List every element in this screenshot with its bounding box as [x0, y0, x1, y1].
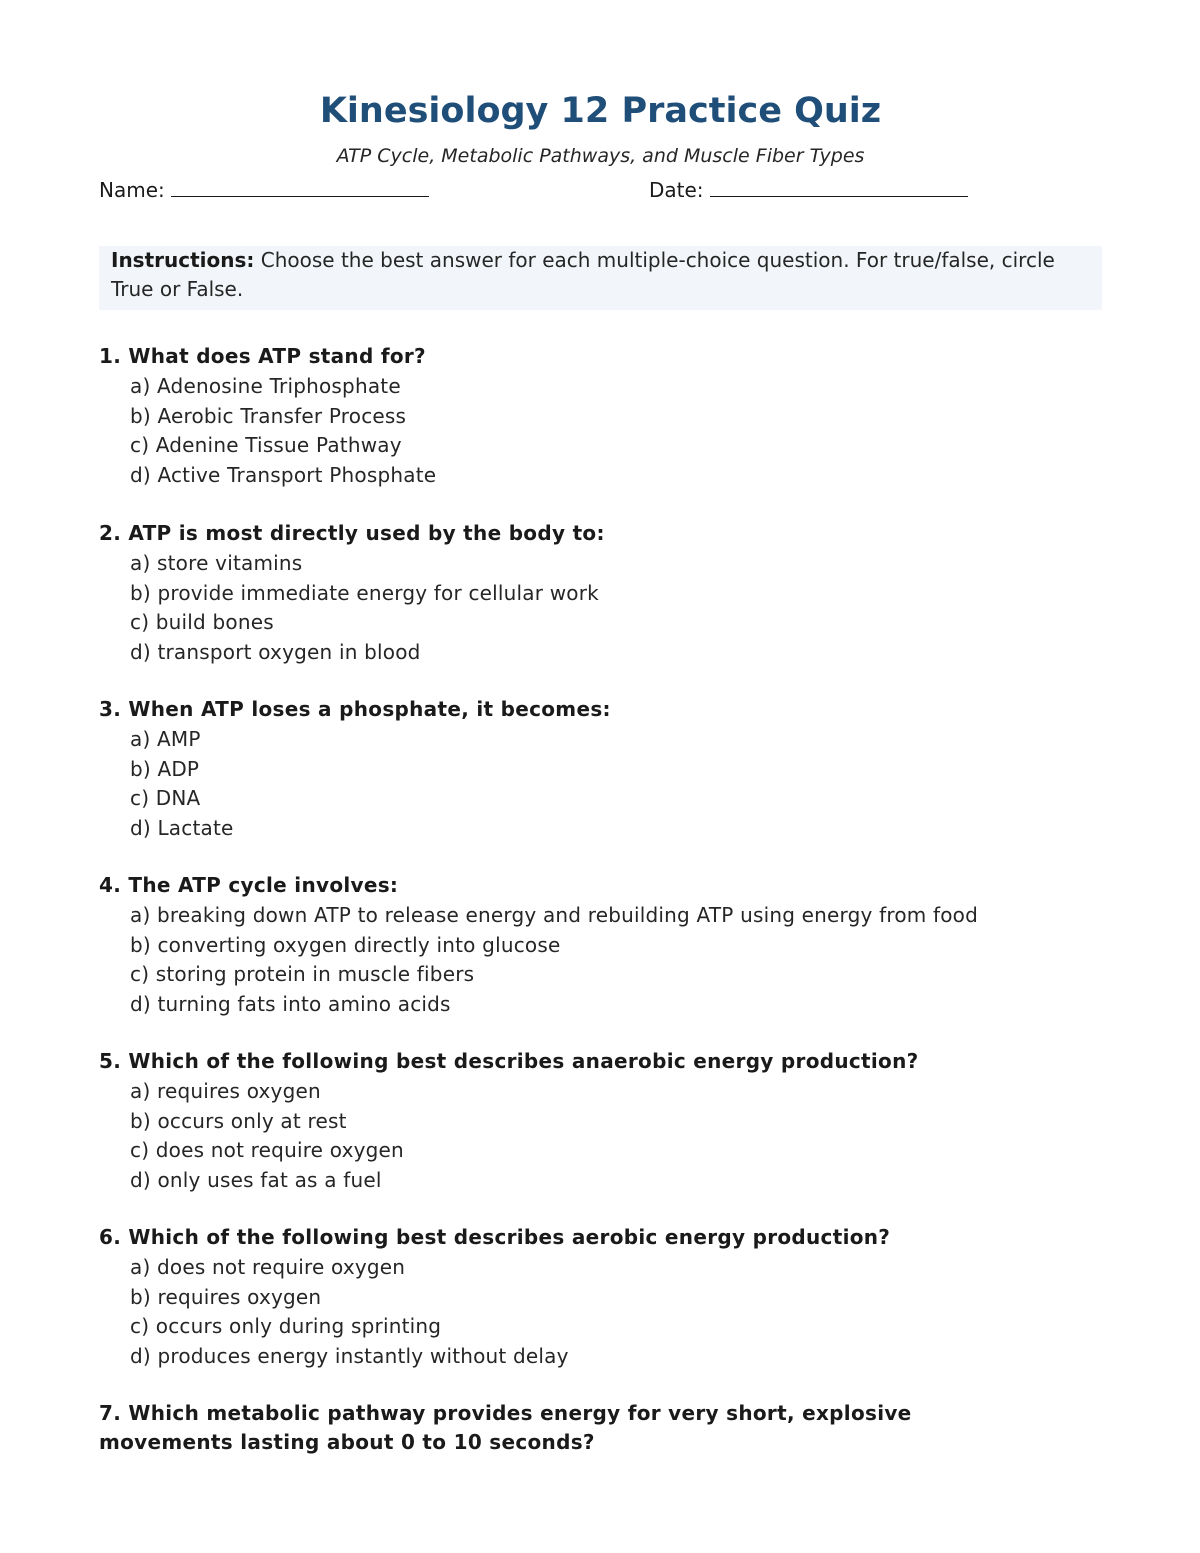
question-stem: 5. Which of the following best describes anaerobic energy production? — [99, 1049, 919, 1073]
date-blank-line[interactable] — [710, 176, 968, 197]
name-field[interactable] — [99, 176, 429, 204]
question-4 — [99, 871, 1102, 1019]
option-list — [99, 1253, 1102, 1371]
option-b[interactable]: b) occurs only at rest — [130, 1108, 347, 1133]
option-c[interactable]: c) storing protein in muscle fibers — [130, 962, 475, 986]
option-d[interactable]: d) only uses fat as a fuel — [130, 1167, 382, 1192]
question-stem: 6. Which of the following best describes aerobic energy production? — [99, 1225, 891, 1249]
option-d[interactable]: d) transport oxygen in blood — [130, 639, 421, 664]
option-c[interactable]: c) DNA — [130, 786, 201, 810]
option-a[interactable]: a) breaking down ATP to release energy and rebuilding ATP using energy from food — [130, 903, 979, 927]
option-b[interactable]: b) requires oxygen — [130, 1284, 322, 1309]
page-title: Kinesiology 12 Practice Quiz — [319, 91, 882, 131]
question-stem: 3. When ATP loses a phosphate, it becomes: — [99, 697, 611, 721]
option-b[interactable]: b) ADP — [130, 756, 200, 781]
date-label: Date: — [649, 178, 704, 202]
option-d[interactable]: d) turning fats into amino acids — [130, 991, 451, 1016]
option-a[interactable]: a) store vitamins — [130, 551, 303, 575]
instructions-body: Choose the best answer for each multiple-choice question. For true/false, circle True or False. — [111, 248, 1055, 301]
name-blank-line[interactable] — [171, 176, 429, 197]
option-d[interactable]: d) Active Transport Phosphate — [130, 462, 437, 487]
question-5 — [99, 1047, 1102, 1195]
question-stem: 7. Which metabolic pathway provides energy for very short, explosive movements lasting about 0 to 10 seconds? — [99, 1401, 912, 1454]
question-stem: 1. What does ATP stand for? — [99, 344, 426, 368]
option-list — [99, 725, 1102, 843]
question-1 — [99, 342, 1102, 490]
date-field[interactable] — [649, 176, 968, 204]
instructions-text — [111, 246, 1090, 303]
option-b[interactable]: b) Aerobic Transfer Process — [130, 403, 407, 428]
question-6 — [99, 1223, 1102, 1371]
option-d[interactable]: d) Lactate — [130, 815, 234, 840]
option-c[interactable]: c) does not require oxygen — [130, 1138, 404, 1162]
instructions-box — [99, 246, 1102, 310]
option-list — [99, 549, 1102, 667]
option-d[interactable]: d) produces energy instantly without delay — [130, 1343, 569, 1368]
name-date-row — [99, 176, 1102, 206]
option-list — [99, 372, 1102, 490]
option-list — [99, 901, 1102, 1019]
question-stem: 4. The ATP cycle involves: — [99, 873, 399, 897]
instructions-label: Instructions: — [111, 248, 255, 272]
option-a[interactable]: a) Adenosine Triphosphate — [130, 374, 401, 398]
option-b[interactable]: b) provide immediate energy for cellular work — [130, 580, 599, 605]
question-2 — [99, 519, 1102, 667]
question-7 — [99, 1399, 979, 1457]
option-c[interactable]: c) occurs only during sprinting — [130, 1314, 442, 1338]
question-3 — [99, 695, 1102, 843]
option-c[interactable]: c) Adenine Tissue Pathway — [130, 433, 402, 457]
option-c[interactable]: c) build bones — [130, 610, 274, 634]
option-a[interactable]: a) AMP — [130, 727, 201, 751]
question-stem: 2. ATP is most directly used by the body to: — [99, 521, 605, 545]
option-list — [99, 1077, 1102, 1195]
name-label: Name: — [99, 178, 165, 202]
option-a[interactable]: a) does not require oxygen — [130, 1255, 406, 1279]
page-subtitle: ATP Cycle, Metabolic Pathways, and Muscle Fiber Types — [336, 145, 865, 167]
option-a[interactable]: a) requires oxygen — [130, 1079, 321, 1103]
option-b[interactable]: b) converting oxygen directly into glucose — [130, 932, 561, 957]
